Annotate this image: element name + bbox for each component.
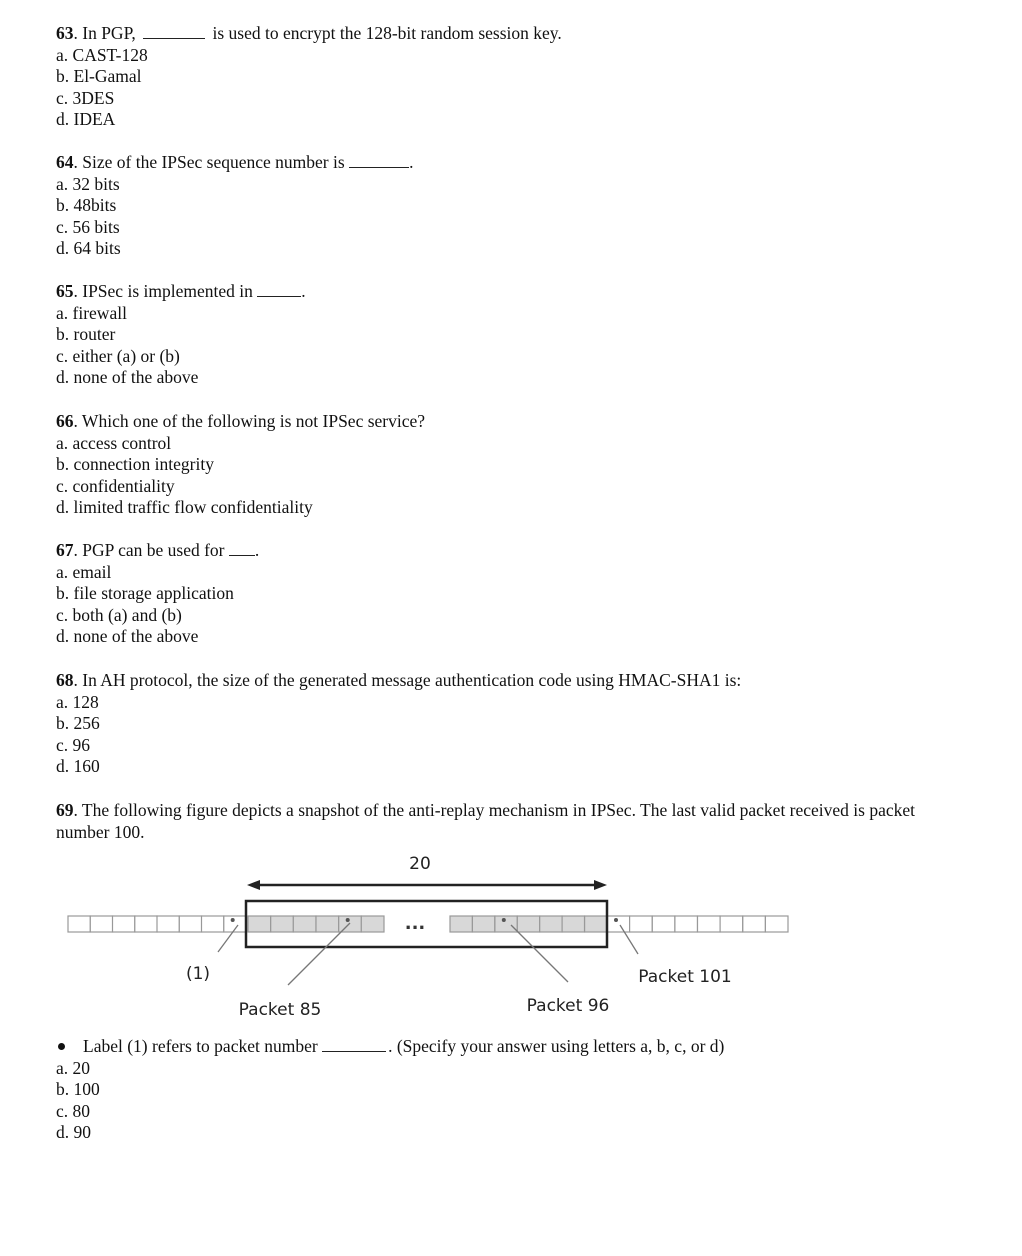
packet-cell [765,916,788,932]
packet-cell [202,916,224,932]
packet-marker [614,918,618,922]
packet-cell [316,916,339,932]
packet-cell [68,916,90,932]
question-65 [56,281,306,389]
option-d: d. 90 [56,1122,91,1143]
option-b: b. 256 [56,713,100,734]
option-a: a. email [56,561,112,582]
option-b: b. connection integrity [56,454,214,475]
option-a: a. 128 [56,691,99,712]
packet-cell [293,916,316,932]
packet-cell [517,916,539,932]
option-c: c. confidentiality [56,475,175,496]
bullet-icon [58,1043,65,1050]
question-number: 64 [56,152,74,172]
packet-cell [720,916,743,932]
stem-text: . Size of the IPSec sequence number is [73,152,350,172]
subquestion-stem [56,1036,724,1058]
option-a: a. access control [56,432,172,453]
window-ellipsis: ... [404,913,426,934]
question-68 [56,670,741,778]
option-d: d. limited traffic flow confidentiality [56,497,313,518]
stem-text: Label (1) refers to packet number [83,1036,323,1056]
option-c: c. 56 bits [56,216,120,237]
option-a: a. 32 bits [56,173,120,194]
option-c: c. both (a) and (b) [56,604,182,625]
packet-cell [495,916,517,932]
packet-cell [607,916,630,932]
option-a: a. CAST-128 [56,44,148,65]
option-c: c. 80 [56,1100,91,1121]
question-stem [56,152,413,174]
question-stem [56,411,425,433]
option-b: b. 100 [56,1079,100,1100]
answer-blank [257,281,301,297]
window-cells-left [248,916,384,932]
option-a: a. firewall [56,302,127,323]
packet-cell [90,916,112,932]
stem-text: . In AH protocol, the size of the generated message authentication code using HMAC-SHA1 is: [73,670,742,690]
window-size-label: 20 [409,854,431,874]
stem-text: . IPSec is implemented in [73,281,258,301]
stem-text: . The following figure depicts a snapshot of the anti-replay mechanism in IPSec. The last valid packet received is packet number 100. [56,800,916,842]
option-b: b. 48bits [56,195,117,216]
anti-replay-window-figure [0,848,1022,1028]
answer-blank [349,152,409,168]
packet-cell [361,916,384,932]
packet-cell [113,916,135,932]
stem-text: . PGP can be used for [73,540,229,560]
option-d: d. none of the above [56,626,199,647]
option-d: d. 160 [56,756,100,777]
packet-marker [231,918,235,922]
window-cells-right [450,916,607,932]
option-c: c. 3DES [56,87,115,108]
option-d: d. IDEA [56,109,116,130]
question-stem [56,281,306,303]
packet-101-label: Packet 101 [638,967,732,987]
question-63 [56,23,562,131]
question-number: 68 [56,670,74,690]
label-1: (1) [185,964,211,984]
packet-cell [472,916,494,932]
question-69 [56,800,956,843]
option-c: c. either (a) or (b) [56,345,180,366]
packet-96-pointer [511,925,568,982]
stem-text: . In PGP, [73,23,141,43]
question-number: 65 [56,281,74,301]
window-width-arrow [247,880,607,890]
packet-cells-left [68,916,246,932]
stem-text: . Which one of the following is not IPSec service? [73,411,426,431]
answer-blank [143,23,205,39]
packet-cell [157,916,179,932]
subquestion-69 [56,1036,724,1144]
packet-cell [743,916,766,932]
packet-cell [450,916,472,932]
stem-text-after: . [409,152,414,172]
packet-cell [652,916,675,932]
option-d: d. none of the above [56,367,199,388]
stem-text-after: . [301,281,306,301]
packet-marker [346,918,350,922]
question-stem [56,670,741,692]
question-number: 67 [56,540,74,560]
packet-cell [339,916,362,932]
packet-cell [179,916,201,932]
packet-cell [562,916,584,932]
packet-cells-right [607,916,788,932]
answer-blank [229,540,255,556]
option-a: a. 20 [56,1057,91,1078]
question-number: 63 [56,23,74,43]
packet-85-label: Packet 85 [238,1000,322,1020]
stem-text-after: . [254,540,260,560]
question-66 [56,411,425,519]
answer-blank [322,1036,386,1052]
option-d: d. 64 bits [56,238,121,259]
option-b: b. router [56,324,116,345]
packet-cell [675,916,698,932]
question-stem [56,800,956,843]
packet-cell [585,916,607,932]
question-number: 69 [56,800,74,820]
question-number: 66 [56,411,74,431]
packet-96-label: Packet 96 [526,996,610,1016]
packet-marker [502,918,506,922]
stem-text-after: . (Specify your answer using letters a, b, c, or d) [388,1036,725,1056]
option-b: b. file storage application [56,583,234,604]
question-64 [56,152,413,260]
stem-text-after: is used to encrypt the 128-bit random session key. [208,23,562,43]
packet-cell [271,916,294,932]
question-stem [56,23,562,45]
packet-cell [630,916,653,932]
packet-cell [248,916,271,932]
option-b: b. El-Gamal [56,66,142,87]
option-c: c. 96 [56,734,91,755]
packet-cell [540,916,562,932]
question-stem [56,540,259,562]
packet-cell [698,916,721,932]
question-67 [56,540,259,648]
packet-cell [135,916,157,932]
